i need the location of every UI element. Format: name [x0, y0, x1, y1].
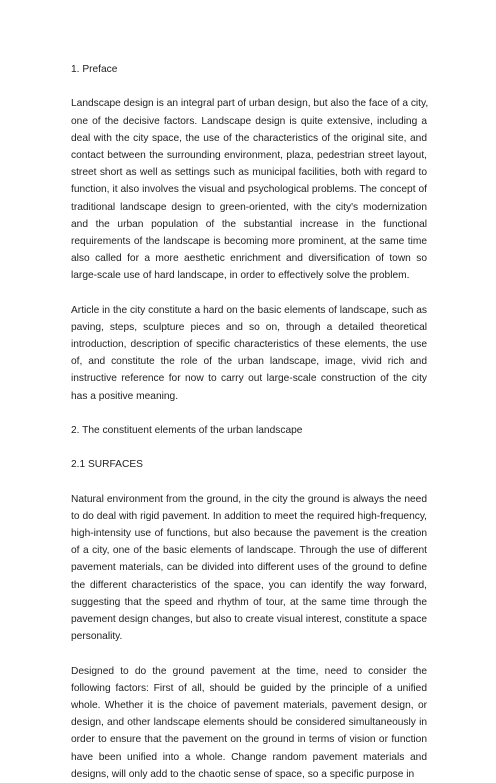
paragraph-gap: [71, 78, 427, 95]
text-line: function, it also involves the visual and psychological problems. The concept of: [71, 184, 427, 196]
text-line: personality.: [71, 631, 123, 643]
text-line: 2.1 SURFACES: [71, 459, 143, 471]
text-line: to do deal with rigid pavement. In addition to meet the required high-frequency,: [71, 510, 427, 522]
text-line: introduction, description of specific characteristics of these elements, the use: [71, 339, 427, 350]
paragraph-gap: [71, 645, 427, 662]
text-line: designs, will only add to the chaotic sense of space, so a specific purpose in: [71, 768, 415, 780]
text-line: large-scale use of hard landscape, in order to effectively solve the problem.: [71, 270, 410, 282]
text-line: has a positive meaning.: [71, 390, 179, 402]
paragraph-gap: [71, 474, 427, 491]
text-line: suggesting that the speed and rhythm of tour, at the same time through the: [71, 596, 427, 608]
text-line: 1. Preface: [71, 64, 118, 75]
text-line: traditional landscape design to green-oriented, with the city's modernization: [71, 201, 427, 213]
paragraph: [71, 663, 427, 783]
section-heading: [71, 456, 427, 473]
section-heading: [71, 422, 427, 439]
text-line: contact between the surrounding environment, plaza, pedestrian street layout,: [71, 149, 427, 161]
text-line: 2. The constituent elements of the urban landscape: [71, 424, 303, 436]
paragraph-gap: [71, 439, 427, 456]
paragraph: [71, 302, 427, 405]
text-line: Designed to do the ground pavement at the time, need to consider the: [71, 665, 427, 677]
text-line: deal with the city space, the use of the characteristics of the original site, and: [71, 132, 427, 144]
text-line: the different characteristics of the space, you can identify the way forward,: [71, 579, 427, 591]
text-line: whole. Whether it is the choice of pavement materials, pavement design, or: [71, 699, 427, 711]
text-line: pavement materials, can be divided into different uses of the ground to define: [71, 562, 427, 574]
text-line: of a city, one of the basic elements of landscape. Through the use of different: [71, 545, 427, 557]
text-line: high-intensity use of functions, but also because the pavement is the creation: [71, 528, 427, 540]
text-line: also called for a more aesthetic enrichment and diversification of town so: [71, 253, 427, 265]
text-line: Landscape design is an integral part of urban design, but also the face of a city,: [71, 98, 429, 110]
text-line: order to ensure that the pavement on the ground in terms of vision or function: [71, 734, 427, 746]
paragraph: [71, 95, 427, 284]
text-line: street short as well as settings such as municipal facilities, both with regard to: [71, 167, 427, 179]
text-line: one of the decisive factors. Landscape design is quite extensive, including a: [71, 115, 427, 127]
text-line: following factors: First of all, should be guided by the principle of a unified: [71, 682, 427, 694]
paragraph: [71, 491, 427, 646]
text-line: pavement design changes, but also to create visual interest, constitute a space: [71, 614, 427, 625]
text-line: instructive reference for now to carry out large-scale construction of the city: [71, 373, 427, 385]
text-line: Article in the city constitute a hard on the basic elements of landscape, such as: [71, 304, 427, 316]
text-line: Natural environment from the ground, in the city the ground is always the need: [71, 493, 427, 505]
text-line: paving, steps, sculpture pieces and so on, through a detailed theoretical: [71, 321, 427, 333]
text-line: of, and constitute the role of the urban landscape, image, vivid rich and: [71, 356, 427, 368]
paragraph-gap: [71, 405, 427, 422]
document-body: [71, 61, 427, 783]
section-heading: [71, 61, 427, 78]
paragraph-gap: [71, 284, 427, 301]
text-line: and the urban population of the substantial increase in the functional: [71, 218, 427, 230]
text-line: have been unified into a whole. Change random pavement materials and: [71, 751, 427, 763]
text-line: requirements of the landscape is becoming more prominent, at the same time: [71, 235, 427, 247]
text-line: design, and other landscape elements should be considered simultaneously in: [71, 717, 427, 729]
